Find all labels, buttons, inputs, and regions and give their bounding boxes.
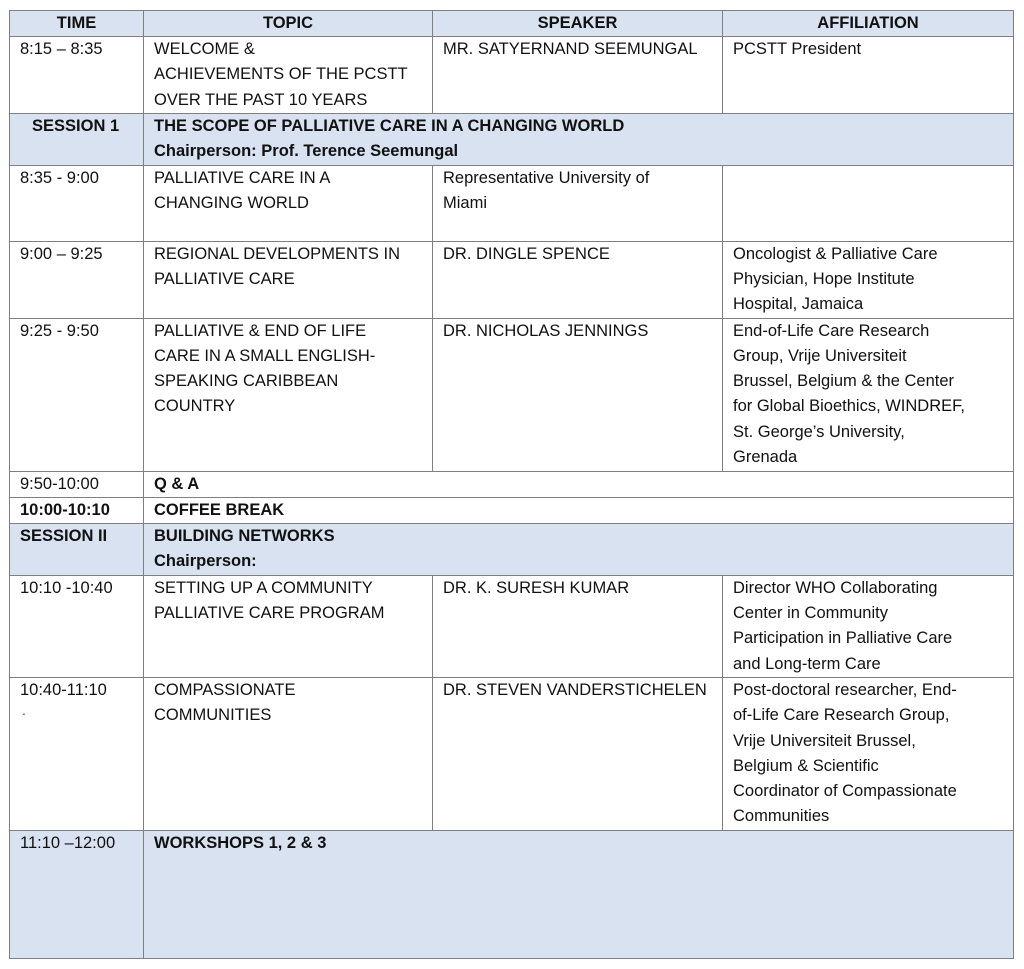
time-cell: 8:15 – 8:35: [10, 37, 144, 114]
topic-line: PALLIATIVE CARE PROGRAM: [154, 604, 385, 623]
affiliation-line: Hospital, Jamaica: [733, 295, 864, 314]
time-cell: 10:10 -10:40: [10, 575, 144, 677]
header-topic: TOPIC: [144, 11, 433, 37]
topic-line: COMMUNITIES: [154, 706, 272, 725]
affiliation-line: Grenada: [733, 448, 798, 467]
speaker-line: Representative University of: [443, 168, 650, 187]
topic-line: REGIONAL DEVELOPMENTS IN: [154, 244, 401, 263]
session-title-cell: [144, 114, 1014, 166]
topic-cell: [144, 318, 433, 471]
topic-cell: WORKSHOPS 1, 2 & 3: [144, 830, 1014, 958]
affiliation-line: of-Life Care Research Group,: [733, 706, 950, 725]
time-cell: 11:10 –12:00: [10, 830, 144, 958]
speaker-cell: [433, 165, 723, 241]
affiliation-cell: [723, 241, 1014, 318]
speaker-cell: MR. SATYERNAND SEEMUNGAL: [433, 37, 723, 114]
topic-cell: COFFEE BREAK: [144, 497, 1014, 523]
topic-line: CHANGING WORLD: [154, 193, 309, 212]
header-speaker: SPEAKER: [433, 11, 723, 37]
topic-line: PALLIATIVE CARE IN A: [154, 168, 331, 187]
affiliation-line: Director WHO Collaborating: [733, 578, 938, 597]
table-row-community: [10, 575, 1014, 677]
speaker-cell: DR. DINGLE SPENCE: [433, 241, 723, 318]
agenda-table: [9, 10, 1014, 959]
session-label: SESSION 1: [10, 114, 144, 166]
topic-cell: [144, 241, 433, 318]
topic-line: OVER THE PAST 10 YEARS: [154, 90, 368, 109]
affiliation-line: Brussel, Belgium & the Center: [733, 372, 955, 391]
affiliation-line: End-of-Life Care Research: [733, 321, 930, 340]
affiliation-line: Oncologist & Palliative Care: [733, 244, 938, 263]
header-row: [10, 11, 1014, 37]
topic-line: PALLIATIVE & END OF LIFE: [154, 321, 367, 340]
affiliation-cell: [723, 575, 1014, 677]
table-row-end-of-life: [10, 318, 1014, 471]
header-affiliation: AFFILIATION: [723, 11, 1014, 37]
topic-line: COUNTRY: [154, 397, 236, 416]
affiliation-cell: [723, 318, 1014, 471]
topic-line: COMPASSIONATE: [154, 680, 296, 699]
time-cell: 9:50-10:00: [10, 471, 144, 497]
topic-cell: [144, 37, 433, 114]
table-row-qa: [10, 471, 1014, 497]
topic-cell: [144, 165, 433, 241]
topic-line: SPEAKING CARIBBEAN: [154, 372, 339, 391]
topic-cell: [144, 575, 433, 677]
time-cell: 8:35 - 9:00: [10, 165, 144, 241]
affiliation-line: Coordinator of Compassionate: [733, 782, 957, 801]
session-title-cell: [144, 524, 1014, 576]
affiliation-line: and Long-term Care: [733, 654, 881, 673]
affiliation-cell: [723, 677, 1014, 830]
table-row-compassionate: [10, 677, 1014, 830]
session-chair: Chairperson: Prof. Terence Seemungal: [154, 142, 459, 161]
affiliation-line: Participation in Palliative Care: [733, 629, 953, 648]
session-row-2: [10, 524, 1014, 576]
affiliation-line: Post-doctoral researcher, End-: [733, 680, 957, 699]
time-cell: 9:00 – 9:25: [10, 241, 144, 318]
speaker-line: Miami: [443, 193, 487, 212]
header-time: TIME: [10, 11, 144, 37]
time-cell: [10, 677, 144, 830]
session-title: THE SCOPE OF PALLIATIVE CARE IN A CHANGING WORLD: [154, 117, 625, 135]
topic-line: SETTING UP A COMMUNITY: [154, 578, 373, 597]
affiliation-line: Physician, Hope Institute: [733, 269, 915, 288]
topic-line: WELCOME &: [154, 40, 255, 58]
red-dot-mark: .: [22, 702, 26, 719]
affiliation-line: Communities: [733, 807, 830, 826]
affiliation-line: Belgium & Scientific: [733, 756, 879, 775]
topic-line: PALLIATIVE CARE: [154, 269, 295, 288]
table-row-coffee-break: [10, 497, 1014, 523]
table-row-welcome: [10, 37, 1014, 114]
speaker-cell: DR. STEVEN VANDERSTICHELEN: [433, 677, 723, 830]
speaker-cell: DR. NICHOLAS JENNINGS: [433, 318, 723, 471]
topic-cell: [144, 677, 433, 830]
session-chair: Chairperson:: [154, 552, 257, 571]
speaker-cell: DR. K. SURESH KUMAR: [433, 575, 723, 677]
time-cell: 9:25 - 9:50: [10, 318, 144, 471]
topic-line: CARE IN A SMALL ENGLISH-: [154, 346, 376, 365]
affiliation-cell: PCSTT President: [723, 37, 1014, 114]
affiliation-line: Center in Community: [733, 604, 888, 623]
topic-line: ACHIEVEMENTS OF THE PCSTT: [154, 65, 408, 84]
table-row-workshops: [10, 830, 1014, 958]
time-cell: 10:00-10:10: [10, 497, 144, 523]
affiliation-cell: [723, 165, 1014, 241]
session-row-1: [10, 114, 1014, 166]
session-label: SESSION II: [10, 524, 144, 576]
affiliation-line: Vrije Universiteit Brussel,: [733, 731, 916, 750]
time-value: 10:40-11:10: [20, 680, 107, 699]
affiliation-line: Group, Vrije Universiteit: [733, 346, 907, 365]
table-row-changing-world: [10, 165, 1014, 241]
affiliation-line: St. George’s University,: [733, 422, 905, 441]
topic-cell: Q & A: [144, 471, 1014, 497]
affiliation-line: for Global Bioethics, WINDREF,: [733, 397, 965, 416]
table-row-regional: [10, 241, 1014, 318]
session-title: BUILDING NETWORKS: [154, 527, 335, 546]
